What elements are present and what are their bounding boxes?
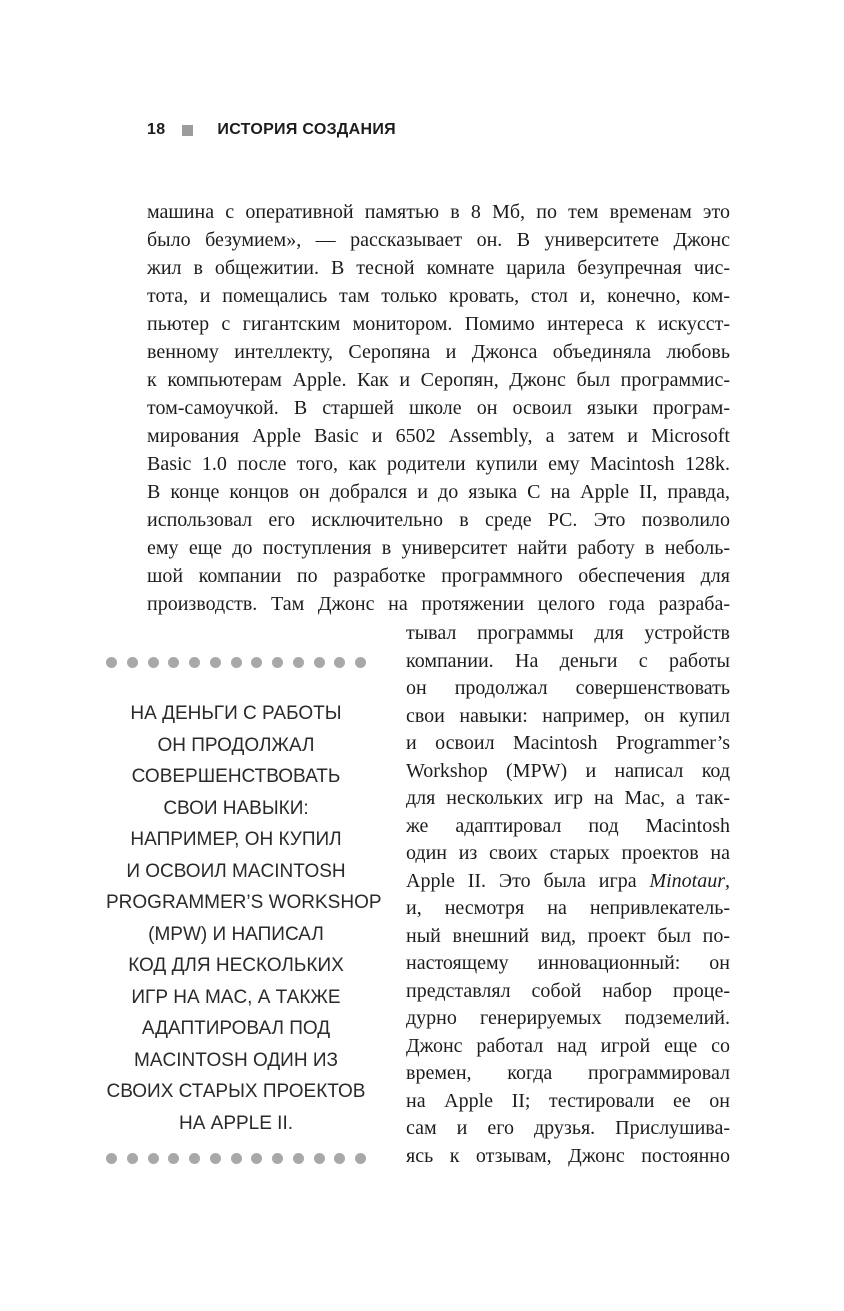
dot-icon <box>189 657 200 668</box>
text-line: том-самоучкой. В старшей школе он освоил языки програм- <box>147 397 730 419</box>
dot-icon <box>251 1153 262 1164</box>
text-line: СВОИХ СТАРЫХ ПРОЕКТОВ <box>106 1081 366 1102</box>
dot-icon <box>272 1153 283 1164</box>
text-line: жил в общежитии. В тесной комнате царила безупречная чис- <box>147 257 730 279</box>
text-line: ему еще до поступления в университет найти работу в неболь- <box>147 537 730 559</box>
text-line: НА ДЕНЬГИ С РАБОТЫ <box>130 703 342 724</box>
text-line: времен, когда программировал <box>406 1062 730 1084</box>
text-line: PROGRAMMER’S WORKSHOP <box>106 892 382 913</box>
text-line: компании. На деньги с работы <box>406 649 730 672</box>
text-line: мирования Apple Basic и 6502 Assembly, а затем и Microsoft <box>147 425 730 447</box>
dot-icon <box>127 657 138 668</box>
text-line: свои навыки: например, он купил <box>406 704 730 727</box>
text-line: настоящему инновационный: он <box>406 952 730 974</box>
paragraph-right-column <box>406 620 730 1170</box>
text-line: и, несмотря на непривлекатель- <box>406 897 730 919</box>
text-line: дурно генерируемых подземелий. <box>406 1007 730 1029</box>
dot-icon <box>334 657 345 668</box>
dot-icon <box>231 1153 242 1164</box>
dot-icon <box>168 657 179 668</box>
text-segment: Apple II. Это была игра <box>406 869 650 892</box>
text-line: сам и его друзья. Прислушива- <box>406 1117 730 1139</box>
square-bullet-icon <box>182 125 193 136</box>
text-line: MACINTOSH ОДИН ИЗ <box>134 1049 338 1071</box>
dot-icon <box>210 657 221 668</box>
pull-quote <box>106 657 382 1164</box>
italic-text: Minotaur <box>649 869 725 892</box>
running-head-title: ИСТОРИЯ СОЗДАНИЯ <box>217 121 396 138</box>
text-line: пьютер с гигантским монитором. Помимо интереса к искусст- <box>147 313 730 335</box>
text-line: ясь к отзывам, Джонс постоянно <box>406 1144 730 1167</box>
text-line: производств. Там Джонс на протяжении целого года разраба- <box>147 593 730 615</box>
dot-icon <box>293 1153 304 1164</box>
paragraph-full-width <box>147 198 730 618</box>
text-line: (MPW) И НАПИСАЛ <box>148 923 324 945</box>
text-line: АДАПТИРОВАЛ ПОД <box>141 1018 331 1039</box>
text-line: ный внешний вид, проект был по- <box>406 924 730 947</box>
dot-icon <box>148 1153 159 1164</box>
dot-icon <box>189 1153 200 1164</box>
text-line: было безумием», — рассказывает он. В университете Джонс <box>147 229 730 251</box>
dotted-divider-top <box>106 657 366 668</box>
text-line: для нескольких игр на Mac, а так- <box>406 787 730 809</box>
text-line: к компьютерам Apple. Как и Серопян, Джонс был программис- <box>147 369 730 391</box>
text-line: НАПРИМЕР, ОН КУПИЛ <box>130 829 342 850</box>
text-line: Basic 1.0 после того, как родители купили ему Macintosh 128k. <box>147 453 730 475</box>
dot-icon <box>355 657 366 668</box>
dot-icon <box>168 1153 179 1164</box>
text-line: и освоил Macintosh Programmer’s <box>406 732 730 754</box>
text-line: И ОСВОИЛ MACINTOSH <box>126 860 346 882</box>
text-line <box>406 868 730 896</box>
dot-icon <box>355 1153 366 1164</box>
text-line: машина с оперативной памятью в 8 Мб, по тем временам это <box>147 201 730 223</box>
text-line: ОН ПРОДОЛЖАЛ <box>157 734 315 756</box>
dot-icon <box>251 657 262 668</box>
text-line: НА APPLE II. <box>178 1112 294 1134</box>
dot-icon <box>127 1153 138 1164</box>
dot-icon <box>314 657 325 668</box>
page-number: 18 <box>147 121 166 138</box>
text-line: СОВЕРШЕНСТВОВАТЬ <box>131 766 341 787</box>
dot-icon <box>231 657 242 668</box>
dot-icon <box>106 657 117 668</box>
dot-icon <box>334 1153 345 1164</box>
text-line: тота, и помещались там только кровать, стол и, конечно, ком- <box>147 285 730 307</box>
text-line: СВОИ НАВЫКИ: <box>163 797 309 819</box>
text-line: он продолжал совершенствовать <box>406 677 730 699</box>
text-line: использовал его исключительно в среде PC. Это позволило <box>147 509 730 531</box>
pull-quote-text <box>106 698 382 1139</box>
text-line: шой компании по разработке программного обеспечения для <box>147 565 730 587</box>
text-line: В конце концов он добрался и до языка C на Apple II, правда, <box>147 481 730 503</box>
dot-icon <box>272 657 283 668</box>
text-line: один из своих старых проектов на <box>406 842 730 864</box>
dot-icon <box>293 657 304 668</box>
dot-icon <box>314 1153 325 1164</box>
text-line: ИГР НА MAC, А ТАКЖЕ <box>131 986 341 1008</box>
text-line: КОД ДЛЯ НЕСКОЛЬКИХ <box>128 955 344 976</box>
running-head <box>147 121 396 139</box>
text-line: Workshop (MPW) и написал код <box>406 759 730 782</box>
text-line: на Apple II; тестировали ее он <box>406 1089 730 1112</box>
text-line: же адаптировал под Macintosh <box>406 814 730 837</box>
text-line: Джонс работал над игрой еще со <box>406 1034 730 1057</box>
dotted-divider-bottom <box>106 1153 366 1164</box>
dot-icon <box>106 1153 117 1164</box>
dot-icon <box>210 1153 221 1164</box>
text-segment: , <box>725 869 730 892</box>
dot-icon <box>148 657 159 668</box>
text-line: представлял собой набор проце- <box>406 979 730 1002</box>
text-line: венному интеллекту, Серопяна и Джонса объединяла любовь <box>147 341 730 363</box>
text-line: тывал программы для устройств <box>406 622 730 644</box>
